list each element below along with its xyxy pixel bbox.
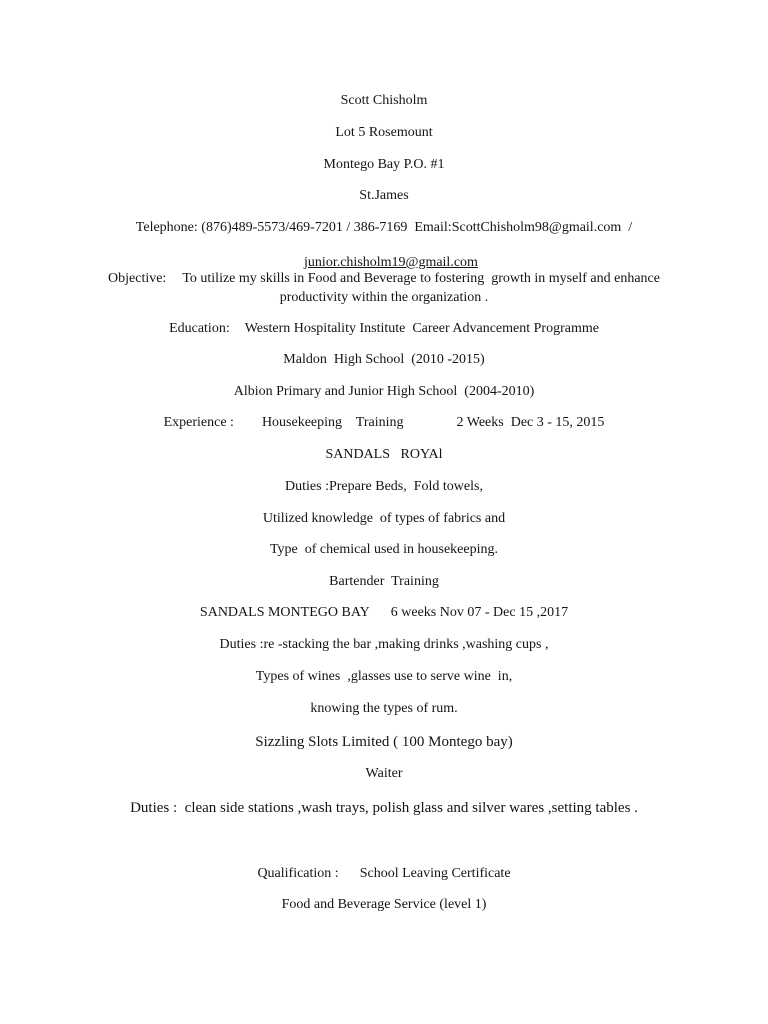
applicant-name: Scott Chisholm: [340, 93, 428, 108]
objective-text-line-1: To utilize my skills in Food and Beverage to fostering growth in myself and enhance: [182, 271, 660, 286]
qualification-item: School Leaving Certificate: [359, 866, 511, 881]
address-line-1: Lot 5 Rosemount: [335, 125, 433, 140]
telephone-email-line: Telephone: (876)489-5573/469-7201 / 386-7169 Email:ScottChisholm98@gmail.com /: [135, 220, 633, 235]
experience-row: [0, 415, 768, 431]
job-period: 6 weeks Nov 07 - Dec 15 ,2017: [390, 605, 569, 620]
objective-label: Objective:: [108, 271, 167, 286]
job-role: Bartender Training: [329, 574, 439, 589]
job-role: Waiter: [365, 766, 403, 781]
objective-row: [0, 271, 768, 287]
education-entry: Albion Primary and Junior High School (2004-2010): [233, 384, 535, 399]
experience-label: Experience :: [163, 415, 234, 430]
job-employer: Sizzling Slots Limited ( 100 Montego bay): [255, 734, 513, 750]
address-line-2: Montego Bay P.O. #1: [323, 157, 445, 172]
job-employer: SANDALS ROYAl: [325, 447, 443, 462]
education-entry: Western Hospitality Institute Career Advancement Programme: [244, 321, 599, 336]
education-label: Education:: [169, 321, 230, 336]
qualification-row: [0, 866, 768, 882]
job-duty: Utilized knowledge of types of fabrics and: [262, 511, 506, 526]
job-duty: knowing the types of rum.: [310, 701, 458, 716]
job-duty: Duties : clean side stations ,wash trays, polish glass and silver wares ,setting tables .: [130, 800, 638, 816]
job-duty: Duties :re -stacking the bar ,making drinks ,washing cups ,: [219, 637, 549, 652]
job-duty: Duties :Prepare Beds, Fold towels,: [285, 479, 483, 494]
education-row: [0, 321, 768, 337]
education-entry: Maldon High School (2010 -2015): [283, 352, 485, 367]
job-duty: Types of wines ,glasses use to serve wine in,: [255, 669, 513, 684]
alt-email-link[interactable]: junior.chisholm19@gmail.com: [304, 255, 478, 270]
job-employer: SANDALS MONTEGO BAY: [199, 605, 370, 620]
qualification-label: Qualification :: [257, 866, 339, 881]
job-duty: Type of chemical used in housekeeping.: [269, 542, 498, 557]
job-period: 2 Weeks Dec 3 - 15, 2015: [456, 415, 605, 430]
qualification-item: Food and Beverage Service (level 1): [281, 897, 487, 912]
objective-text-line-2: productivity within the organization .: [279, 290, 489, 305]
address-line-3: St.James: [359, 188, 409, 203]
job-role: Housekeeping Training: [261, 415, 404, 430]
job-employer-row: [0, 605, 768, 621]
